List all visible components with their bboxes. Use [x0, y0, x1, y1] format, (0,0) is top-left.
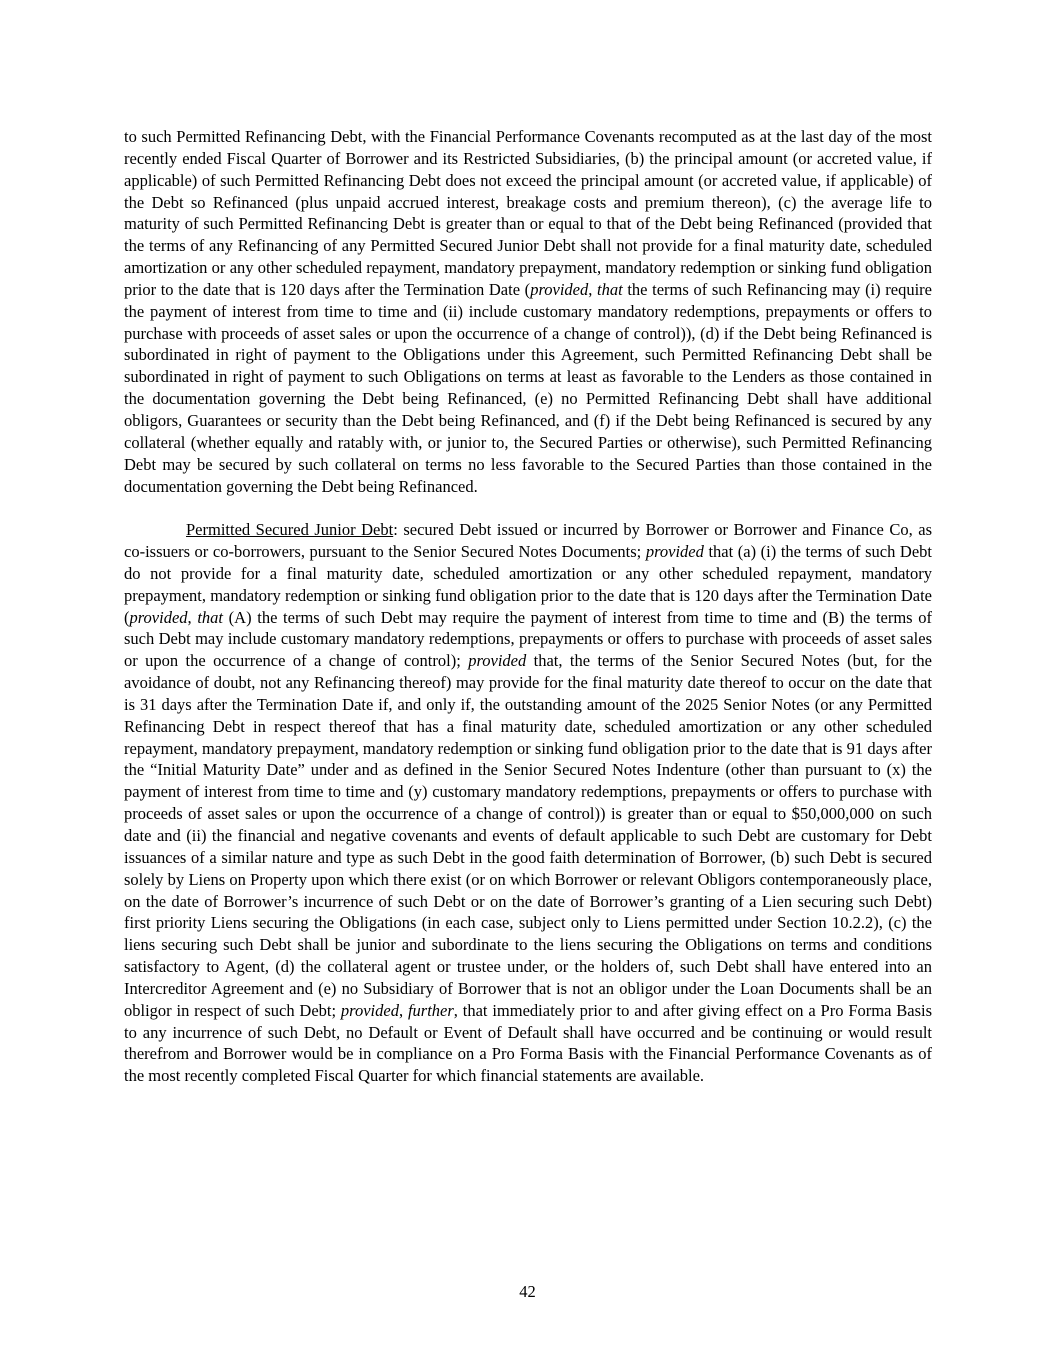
italic-run: provided — [340, 1000, 399, 1020]
page-number: 42 — [519, 1282, 536, 1301]
italic-run: provided — [645, 542, 704, 562]
text-run: to such Permitted Refinancing Debt, with the Financial Performance Covenants recomputed as at the last day of the most recently ended Fiscal Quarter of Borrower and its Restricted Subsidiaries, (b) the principal amount (or accreted value, if applicable) of such Permitted Refinancing Debt does not exceed the principal amount (or accreted value, if applicable) of the Debt so Refinanced (plus unpaid accrued interest, breakage costs and premium thereon), (c) the average life to maturity of such Permitted Refinancing Debt is greater than or equal to that of the Debt being Refinanced (provided that the terms of any Refinancing of any Permitted Secured Junior Debt shall not provide for a final maturity date, scheduled amortization or any other scheduled repayment, mandatory prepayment, mandatory redemption or sinking fund obligation prior to the date that is 120 days after the Termination Date ( — [124, 127, 932, 299]
text-run: that, the terms of the Senior Secured Notes (but, for the avoidance of doubt, not any Refinancing thereof) may provide for the final maturity date thereof to occur on the date that is 31 days after the Termination Date if, and only if, the outstanding amount of the 2025 Senior Notes (or any Permitted Refinancing Debt in respect thereof that has a final maturity date, scheduled amortization or any other scheduled repayment, mandatory prepayment, mandatory redemption or sinking fund obligation prior to the date that is 91 days after the “Initial Maturity Date” under and as defined in the Senior Secured Notes Indenture (other than pursuant to (x) the payment of interest from time to time and (y) customary mandatory redemptions, prepayments or offers to purchase with proceeds of asset sales or upon the occurrence of a change of control)) is greater than or equal to $50,000,000 on such date and (ii) the financial and negative covenants and events of default applicable to such Debt are customary for Debt issuances of a similar nature and type as such Debt in the good faith determination of Borrower, (b) such Debt is secured solely by Liens on Property upon which there exist (or on which Borrower or relevant Obligors contemporaneously place, on the date of Borrower’s incurrence of such Debt or on the date of Borrower’s granting of a Lien securing such Debt) first priority Liens securing the Obligations (in each case, subject only to Liens permitted under Section 10.2.2), (c) the liens securing such Debt shall be junior and subordinate to the liens securing the Obligations on terms and conditions satisfactory to Agent, (d) the collateral agent or trustee under, or the holders of, such Debt shall have entered into an Intercreditor Agreement and (e) no Subsidiary of Borrower that is not an obligor under the Loan Documents shall be an obligor in respect of such Debt; — [124, 651, 933, 1020]
italic-run: that — [597, 279, 623, 299]
italic-run: provided — [129, 607, 188, 627]
text-run: : secured Debt issued or incurred by Borrower or Borrower and Finance Co, as co-issuers or co-borrowers, pursuant to the Senior Secured Notes Documents; — [124, 520, 933, 562]
paragraph-refinancing-continuation — [124, 126, 932, 497]
text-run: , — [398, 1000, 408, 1020]
text-run: , — [588, 279, 598, 299]
defined-term: Permitted Secured Junior Debt — [186, 520, 394, 540]
document-page — [124, 126, 932, 1087]
italic-run: provided — [530, 279, 589, 299]
text-run: , that immediately prior to and after giving effect on a Pro Forma Basis to any incurrence of such Debt, no Default or Event of Default shall have occurred and be continuing or would result therefrom and Borrower would be in compliance on a Pro Forma Basis with the Financial Performance Covenants as of the most recently completed Fiscal Quarter for which financial statements are available. — [124, 1000, 932, 1086]
italic-run: provided — [468, 651, 527, 671]
italic-run: further — [407, 1000, 454, 1020]
text-run: that (a) (i) the terms of such Debt do not provide for a final maturity date, scheduled amortization or any other scheduled repayment, mandatory prepayment, mandatory redemption or sinking fund obligation prior to the date that is 120 days after the Termination Date ( — [124, 542, 932, 627]
text-run: (A) the terms of such Debt may require the payment of interest from time to time and (B) the terms of such Debt may include customary mandatory redemptions, prepayments or offers to purchase with proceeds of asset sales or upon the occurrence of a change of control); — [124, 607, 933, 671]
text-run: , — [187, 607, 198, 627]
italic-run: that — [197, 607, 224, 627]
paragraph-permitted-secured-junior-debt — [124, 519, 932, 1087]
text-run: the terms of such Refinancing may (i) require the payment of interest from time to time and (ii) include customary mandatory redemptions, prepayments or offers to purchase with proceeds of asset sales or upon the occurrence of a change of control)), (d) if the Debt being Refinanced is subordinated in right of payment to the Obligations under this Agreement, such Permitted Refinancing Debt shall be subordinated in right of payment to such Obligations on terms at least as favorable to the Lenders as those contained in the documentation governing the Debt being Refinanced, (e) no Permitted Refinancing Debt shall have additional obligors, Guarantees or security than the Debt being Refinanced, and (f) if the Debt being Refinanced is secured by any collateral (whether equally and ratably with, or junior to, the Secured Parties or otherwise), such Permitted Refinancing Debt may be secured by such collateral on terms no less favorable to the Secured Parties than those contained in the documentation governing the Debt being Refinanced. — [124, 279, 933, 496]
